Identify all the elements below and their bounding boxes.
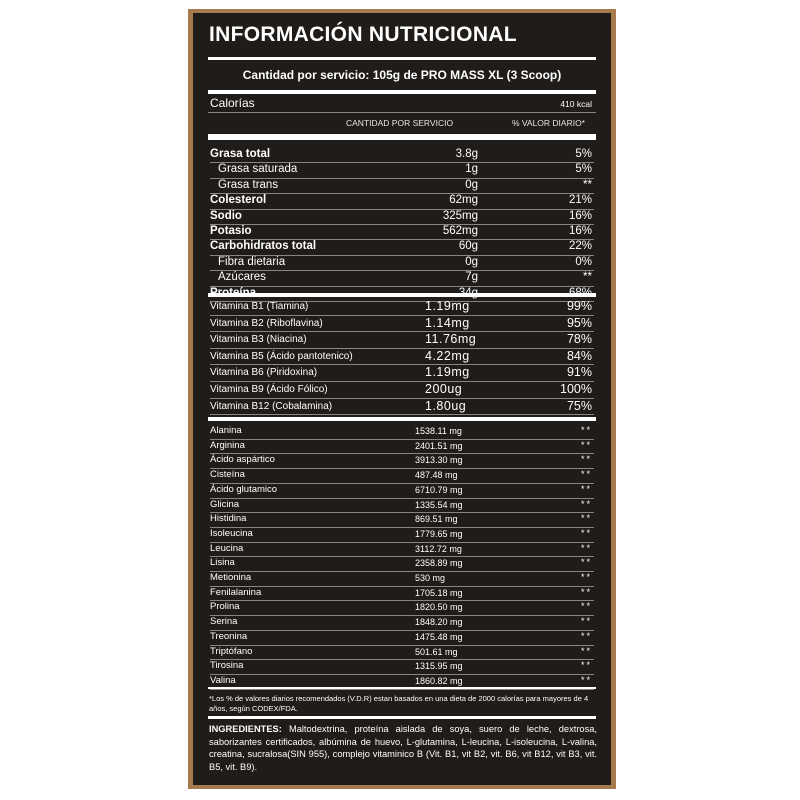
- aminoacid-row-amount: 1538.11 mg: [415, 426, 462, 436]
- aminoacid-row-amount: 1860.82 mg: [415, 675, 463, 686]
- nutrient-row: [210, 194, 594, 209]
- aminoacid-row-amount: 869.51 mg: [415, 514, 458, 525]
- nutrient-row-amount: 562mg: [442, 225, 478, 237]
- vitamin-row-amount: 1.19mg: [425, 299, 470, 313]
- label-title: INFORMACIÓN NUTRICIONAL: [209, 23, 517, 46]
- aminoacid-row-label: Prolina: [210, 601, 240, 613]
- aminoacid-row: [210, 513, 594, 527]
- amount-header: CANTIDAD POR SERVICIO: [346, 118, 454, 128]
- vitamin-row-label: Vitamina B6 (Piridoxina): [210, 367, 318, 379]
- aminoacid-row-amount: 501.61 mg: [415, 646, 458, 657]
- nutrient-row-daily-value: 5%: [575, 163, 592, 176]
- aminoacid-row-amount: 1335.54 mg: [415, 499, 463, 510]
- aminoacid-row: [210, 499, 594, 513]
- aminoacid-row-amount: 1705.18 mg: [415, 587, 463, 598]
- vitamin-row-daily-value: 84%: [566, 348, 592, 363]
- aminoacid-row-daily-value: **: [580, 630, 592, 641]
- nutrient-row-label: Fibra dietaria: [218, 255, 286, 268]
- aminoacid-row-amount: 6710.79 mg: [415, 484, 463, 495]
- aminoacid-row: [210, 572, 594, 586]
- aminoacid-row-amount: 530 mg: [415, 573, 446, 583]
- aminoacid-row: [210, 646, 594, 660]
- aminoacid-row: [210, 484, 594, 498]
- aminoacid-row-daily-value: **: [580, 572, 592, 582]
- aminoacid-row-label: Alanina: [210, 425, 242, 436]
- nutrient-row-amount: 1g: [465, 163, 478, 176]
- nutrient-row-label: Grasa trans: [218, 178, 279, 191]
- aminoacid-row-daily-value: **: [580, 454, 592, 465]
- serving-size: Cantidad por servicio: 105g de PRO MASS XL (3 Scoop): [242, 68, 562, 82]
- aminoacid-row-amount: 1848.20 mg: [415, 617, 463, 628]
- aminoacid-row-daily-value: **: [580, 674, 592, 685]
- nutrient-row-daily-value: 0%: [575, 255, 592, 268]
- nutrient-row-amount: 0g: [465, 255, 478, 268]
- macros-divider: [208, 293, 596, 297]
- aminoacid-row-amount: 2401.51 mg: [415, 440, 463, 451]
- aminoacid-row: [210, 631, 594, 645]
- aminoacid-row: [210, 528, 594, 542]
- vitamin-row-label: Vitamina B12 (Cobalamina): [210, 400, 333, 412]
- nutrient-row-daily-value: 21%: [568, 194, 592, 207]
- vitamin-row-daily-value: 75%: [566, 398, 592, 413]
- calories-value: 410 kcal: [560, 99, 592, 109]
- nutrient-row: [210, 240, 594, 255]
- aminoacid-row-label: Leucina: [210, 542, 244, 554]
- vitamin-row: [210, 332, 594, 349]
- aminoacid-row-daily-value: **: [580, 425, 592, 435]
- daily-value-header: % VALOR DIARIO*: [511, 118, 585, 128]
- nutrient-row-label: Colesterol: [210, 194, 267, 207]
- aminoacid-row-daily-value: **: [580, 616, 592, 627]
- vitamin-row-daily-value: 91%: [566, 365, 592, 380]
- nutrient-row-label: Sodio: [210, 209, 242, 222]
- aminoacid-row: [210, 587, 594, 601]
- aminoacid-row: [210, 454, 594, 468]
- aminoacid-row-label: Arginina: [210, 439, 245, 451]
- nutrient-row-daily-value: **: [583, 271, 592, 284]
- ingredients-list: Maltodextrina, proteína aislada de soya, suero de leche, dextrosa, saborizantes certificados, albúmina de huevo, L-glutamina, L-leucina, L-isoleucina, L-valina, creatina, sucralosa(SIN 955), complejo vitaminico B (Vit. B1, vit B2, vit. B6, vit B12, vit B3, vit. B5, vit. B9).: [209, 724, 597, 772]
- nutrient-row-amount: 325mg: [442, 209, 478, 222]
- aminoacid-row: [210, 440, 594, 454]
- vitamin-row: [210, 399, 594, 416]
- vitamin-row-label: Vitamina B1 (Tiamina): [210, 301, 309, 312]
- aminoacid-row-daily-value: **: [580, 557, 592, 568]
- nutrient-row-label: Grasa total: [210, 148, 271, 160]
- aminoacid-row-amount: 2358.89 mg: [415, 558, 463, 569]
- aminoacid-row-amount: 3112.72 mg: [415, 543, 462, 554]
- vitamin-row: [210, 299, 594, 316]
- aminoacid-row-amount: 1820.50 mg: [415, 602, 463, 613]
- vitamin-row-amount: 11.76mg: [425, 332, 477, 347]
- aminoacid-row-daily-value: **: [580, 439, 592, 450]
- vitamin-row-label: Vitamina B5 (Ácido pantotenico): [210, 350, 353, 362]
- vitamins-divider: [208, 417, 596, 421]
- aminoacid-row-label: Cisteína: [210, 469, 245, 481]
- vitamin-row-amount: 1.80ug: [425, 398, 467, 413]
- daily-value-footnote: *Los % de valores diarios recomendados (V.D.R) estan basados en una dieta de 2000 calorías para mayores de 4 años, según CODEX/FDA.: [209, 694, 589, 713]
- aminoacid-row-daily-value: **: [580, 469, 592, 480]
- aminoacid-row-label: Histidina: [210, 513, 247, 525]
- aminoacid-row-label: Metionina: [210, 572, 252, 583]
- header-divider: [208, 134, 596, 140]
- aminoacid-row-label: Treonina: [210, 630, 248, 642]
- nutrient-row-daily-value: 16%: [568, 225, 592, 237]
- vitamin-row-amount: 1.14mg: [425, 315, 470, 330]
- nutrient-row: [210, 148, 594, 163]
- nutrient-row: [210, 271, 594, 286]
- nutrient-row: [210, 256, 594, 271]
- nutrient-row-daily-value: 22%: [568, 240, 592, 253]
- aminoacid-row-amount: 3913.30 mg: [415, 455, 463, 466]
- aminoacid-row-label: Triptófano: [210, 645, 253, 657]
- serving-divider: [208, 90, 596, 94]
- vitamin-row-label: Vitamina B9 (Ácido Fólico): [210, 384, 328, 395]
- aminoacid-row-daily-value: **: [580, 527, 592, 538]
- nutrient-row-amount: 62mg: [449, 194, 478, 207]
- nutrient-row-label: Potasio: [210, 225, 252, 237]
- vitamin-row: [210, 349, 594, 366]
- aminoacid-row-daily-value: **: [580, 586, 592, 597]
- vitamin-row-amount: 1.19mg: [425, 365, 470, 380]
- aminoacid-row-amount: 487.48 mg: [415, 470, 458, 481]
- aminoacid-row-label: Valina: [210, 674, 236, 686]
- aminoacid-row-daily-value: **: [580, 660, 592, 671]
- nutrient-row-daily-value: 5%: [575, 148, 592, 160]
- aminoacid-row: [210, 425, 594, 439]
- aminoacid-row-amount: 1315.95 mg: [415, 661, 463, 672]
- aminoacid-row: [210, 616, 594, 630]
- vitamin-row-daily-value: 78%: [566, 332, 592, 347]
- vitamin-row-label: Vitamina B3 (Niacina): [210, 334, 307, 346]
- vitamin-row: [210, 365, 594, 382]
- aminoacid-row-label: Fenilalanina: [210, 586, 262, 598]
- nutrition-label-frame: [188, 9, 616, 789]
- aminoacid-row-label: Lisina: [210, 557, 235, 569]
- nutrient-row-label: Carbohidratos total: [210, 240, 317, 253]
- nutrient-row-label: Grasa saturada: [218, 163, 298, 176]
- aminoacids-divider: [208, 687, 596, 689]
- calories-label: Calorías: [210, 96, 255, 110]
- vitamin-row-daily-value: 100%: [560, 382, 592, 396]
- aminoacid-row-label: Serina: [210, 616, 238, 628]
- aminoacid-row-daily-value: **: [580, 513, 592, 524]
- ingredients-text: [209, 723, 597, 773]
- title-divider: [208, 57, 596, 60]
- vitamin-row: [210, 382, 594, 399]
- aminoacid-row-daily-value: **: [580, 601, 592, 612]
- aminoacid-row: [210, 601, 594, 615]
- aminoacid-row-label: Glicina: [210, 498, 240, 510]
- nutrient-row-amount: 60g: [458, 240, 478, 253]
- nutrition-label: [193, 13, 611, 785]
- aminoacid-row: [210, 557, 594, 571]
- aminoacid-row-label: Isoleucina: [210, 527, 253, 539]
- nutrient-row: [210, 163, 594, 178]
- vitamin-row: [210, 316, 594, 333]
- nutrient-row: [210, 225, 594, 240]
- nutrient-row-amount: 7g: [465, 271, 478, 284]
- nutrient-row: [210, 210, 594, 225]
- nutrient-row-amount: 3.8g: [455, 148, 478, 160]
- nutrient-row-daily-value: **: [583, 178, 592, 191]
- vitamin-row-amount: 4.22mg: [425, 348, 470, 363]
- aminoacid-row-daily-value: **: [580, 645, 592, 656]
- row-divider: [210, 414, 594, 415]
- nutrient-row-daily-value: 16%: [568, 209, 592, 222]
- aminoacid-row: [210, 543, 594, 557]
- nutrient-row-label: Azúcares: [218, 271, 266, 284]
- footnote-divider: [208, 716, 596, 719]
- aminoacid-row-daily-value: **: [580, 498, 592, 509]
- vitamin-row-daily-value: 95%: [566, 315, 592, 330]
- vitamin-row-daily-value: 99%: [566, 299, 592, 313]
- nutrient-row-amount: 0g: [465, 178, 478, 191]
- calories-divider: [208, 112, 596, 113]
- aminoacid-row-label: Ácido glutamico: [210, 483, 278, 495]
- vitamin-row-label: Vitamina B2 (Riboflavina): [210, 317, 323, 329]
- aminoacid-row-daily-value: **: [580, 542, 592, 553]
- aminoacid-row-daily-value: **: [580, 483, 592, 494]
- aminoacid-row-amount: 1475.48 mg: [415, 631, 463, 642]
- aminoacid-row-label: Ácido aspártico: [210, 454, 275, 466]
- vitamin-row-amount: 200ug: [425, 382, 463, 396]
- aminoacid-row: [210, 469, 594, 483]
- nutrient-row: [210, 179, 594, 194]
- aminoacid-row-label: Tirosina: [210, 660, 244, 672]
- aminoacid-row-amount: 1779.65 mg: [415, 528, 463, 539]
- ingredients-label: INGREDIENTES:: [209, 724, 282, 734]
- aminoacid-row: [210, 660, 594, 674]
